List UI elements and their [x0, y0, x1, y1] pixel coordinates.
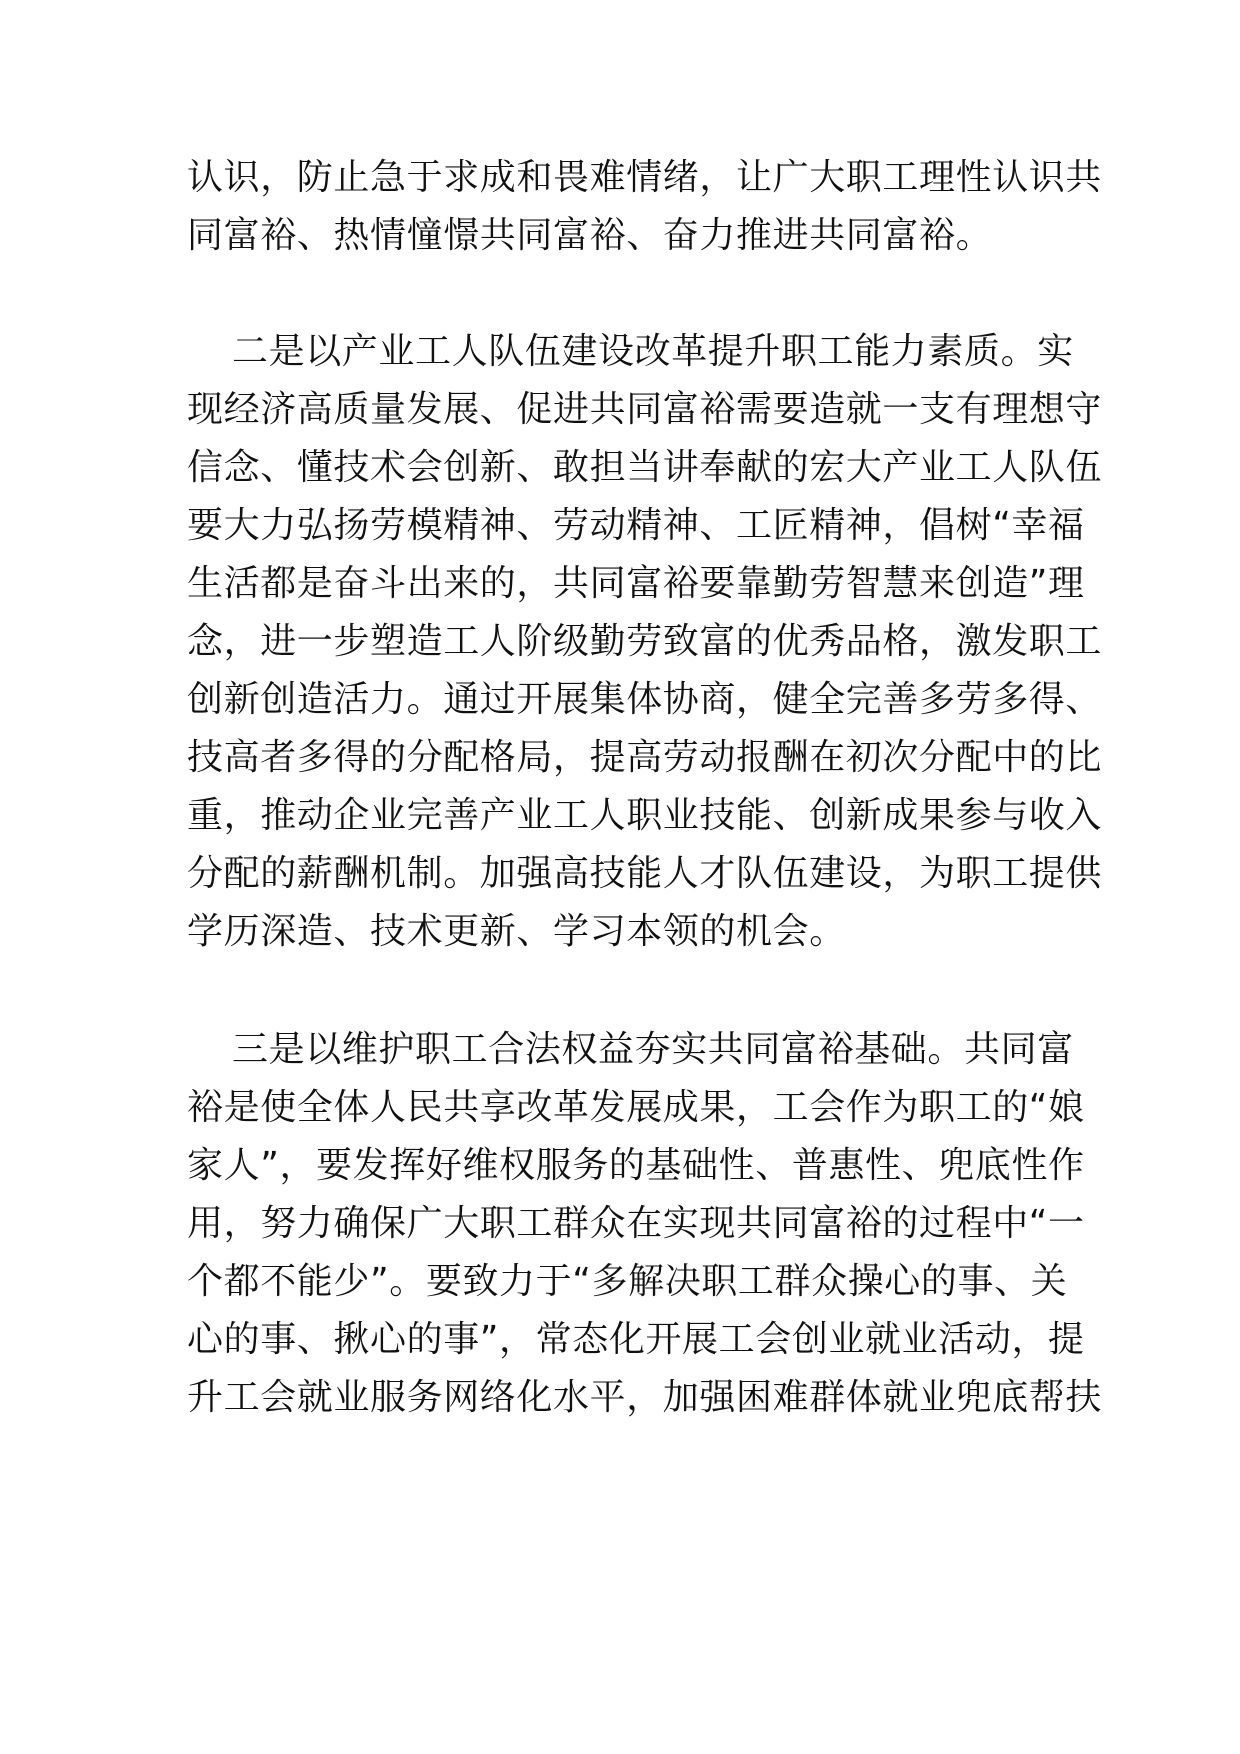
paragraph-line: 裕是使全体人民共享改革发展成果，工会作为职工的“娘 — [187, 1087, 1085, 1128]
paragraph-line: 个都不能少”。要致力于“多解决职工群众操心的事、关 — [187, 1261, 1068, 1302]
paragraph-line: 认识，防止急于求成和畏难情绪，让广大职工理性认识共 — [187, 157, 1103, 198]
paragraph-line: 生活都是奋斗出来的，共同富裕要靠勤劳智慧来创造”理 — [187, 563, 1085, 604]
paragraph-line: 用，努力确保广大职工群众在实现共同富裕的过程中“一 — [187, 1203, 1085, 1244]
paragraph-line: 信念、懂技术会创新、敢担当讲奉献的宏大产业工人队伍 — [187, 447, 1103, 488]
paragraph-line: 家人”，要发挥好维权服务的基础性、普惠性、兜底性作 — [187, 1145, 1085, 1186]
paragraph-line: 分配的薪酬机制。加强高技能人才队伍建设，为职工提供 — [187, 853, 1103, 894]
paragraph-line: 学历深造、技术更新、学习本领的机会。 — [187, 911, 846, 952]
paragraph-line: 要大力弘扬劳模精神、劳动精神、工匠精神，倡树“幸福 — [187, 505, 1085, 546]
paragraph-line: 现经济高质量发展、促进共同富裕需要造就一支有理想守 — [187, 389, 1103, 430]
paragraph-line: 三是以维护职工合法权益夯实共同富裕基础。共同富 — [232, 1029, 1074, 1070]
paragraph-line: 同富裕、热情憧憬共同富裕、奋力推进共同富裕。 — [187, 215, 993, 256]
paragraph-line: 创新创造活力。通过开展集体协商，健全完善多劳多得、 — [187, 679, 1103, 720]
paragraph-line: 技高者多得的分配格局，提高劳动报酬在初次分配中的比 — [187, 737, 1103, 778]
paragraph-line: 心的事、揪心的事”，常态化开展工会创业就业活动，提 — [187, 1319, 1085, 1360]
paragraph-line: 念，进一步塑造工人阶级勤劳致富的优秀品格，激发职工 — [187, 621, 1103, 662]
paragraph-line: 升工会就业服务网络化水平，加强困难群体就业兜底帮扶 — [187, 1377, 1103, 1418]
paragraph-line: 二是以产业工人队伍建设改革提升职工能力素质。实 — [232, 331, 1074, 372]
paragraph-line: 重，推动企业完善产业工人职业技能、创新成果参与收入 — [187, 795, 1103, 836]
